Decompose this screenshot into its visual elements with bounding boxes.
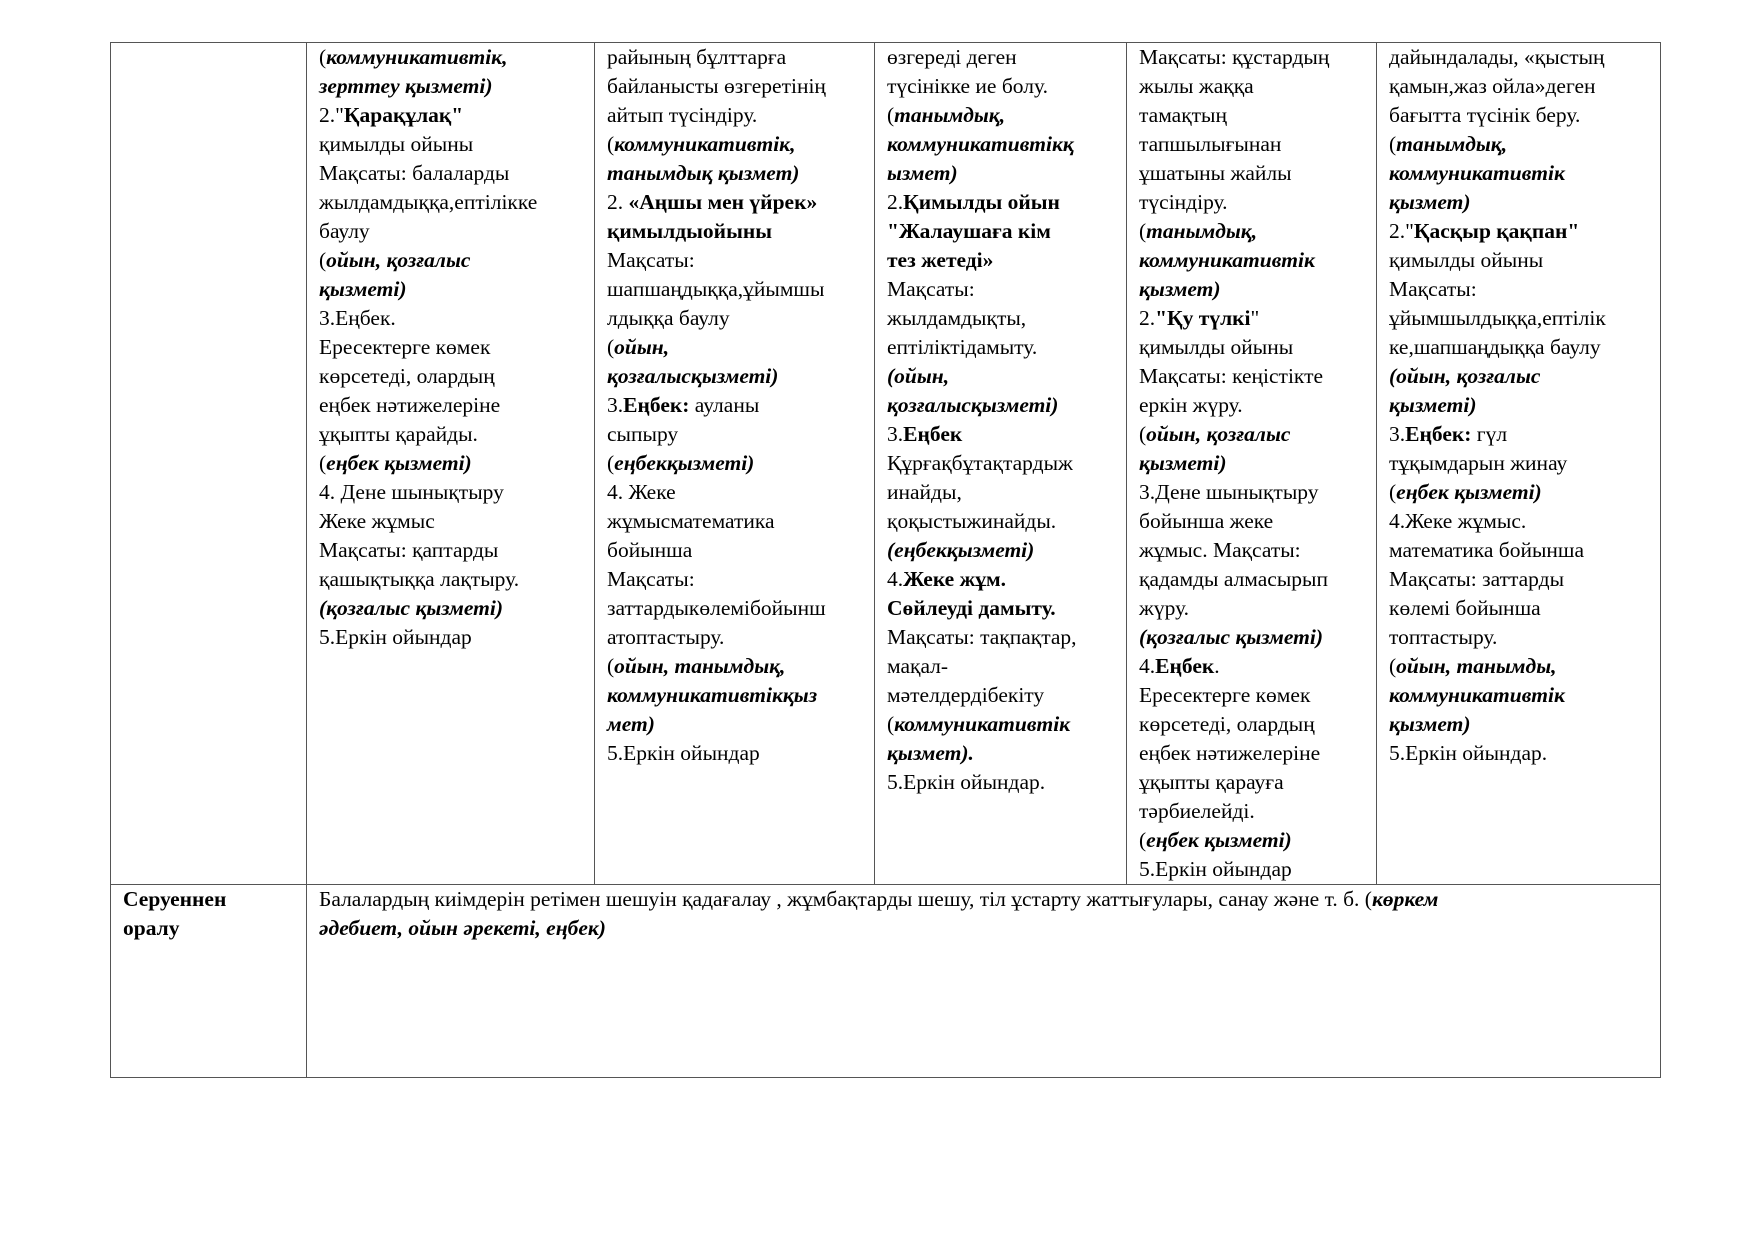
text-line: [1389, 652, 1654, 681]
text-line: [319, 362, 588, 391]
text-segment: (: [1389, 480, 1397, 504]
text-line: [1389, 507, 1654, 536]
text-line: [887, 449, 1120, 478]
text-line: [887, 739, 1120, 768]
day-column-4: [1127, 43, 1377, 885]
text-segment: көрсетеді, олардың: [1139, 712, 1315, 736]
text-segment: (еңбекқызметі): [887, 538, 1035, 562]
text-segment: түсінікке ие болу.: [887, 74, 1048, 98]
text-line: [607, 159, 868, 188]
text-line: [319, 304, 588, 333]
text-segment: еңбек қызметі): [1396, 480, 1542, 504]
text-segment: еңбек қызметі): [1146, 828, 1292, 852]
row-label-cell-empty: [111, 43, 307, 885]
text-segment: 4.: [887, 567, 904, 591]
text-segment: жұмыс. Мақсаты:: [1139, 538, 1301, 562]
daily-plan-table: [110, 42, 1661, 1078]
return-content-line: [319, 885, 1654, 914]
text-line: [887, 623, 1120, 652]
text-segment: қозғалысқызметі): [887, 393, 1059, 417]
text-line: [607, 391, 868, 420]
text-line: [319, 507, 588, 536]
text-segment: Еңбек: [903, 422, 963, 446]
text-line: [1139, 449, 1370, 478]
text-segment: көлемі бойынша: [1389, 596, 1541, 620]
text-segment: Мақсаты:: [1389, 277, 1477, 301]
text-line: [1139, 855, 1370, 884]
return-row-content: [307, 885, 1661, 1078]
text-segment: (: [607, 654, 615, 678]
text-line: [887, 478, 1120, 507]
text-line: [1139, 188, 1370, 217]
text-segment: (: [1139, 219, 1147, 243]
text-line: [1139, 246, 1370, 275]
text-segment: Мақсаты: құстардың: [1139, 45, 1330, 69]
text-segment: "Қу түлкі: [1155, 306, 1251, 330]
text-line: [1139, 623, 1370, 652]
text-segment: танымдық,: [1146, 219, 1258, 243]
text-line: [319, 391, 588, 420]
text-segment: 2.: [1139, 306, 1156, 330]
text-segment: Мақсаты:: [607, 567, 695, 591]
text-segment: қызмет).: [887, 741, 974, 765]
text-line: [1389, 217, 1654, 246]
text-segment: 4. Дене шынықтыру: [319, 480, 504, 504]
text-segment: 5.Еркін ойындар.: [887, 770, 1046, 794]
text-segment: гүл: [1471, 422, 1508, 446]
text-segment: қызметі): [1389, 393, 1477, 417]
text-line: [887, 594, 1120, 623]
text-line: [1389, 304, 1654, 333]
text-line: [887, 362, 1120, 391]
text-line: [319, 565, 588, 594]
text-segment: қамын,жаз ойла»деген: [1389, 74, 1596, 98]
return-content-line: [319, 914, 1654, 943]
text-line: [887, 768, 1120, 797]
text-segment: тез жетеді»: [887, 248, 994, 272]
text-line: [319, 333, 588, 362]
text-segment: математика бойынша: [1389, 538, 1585, 562]
text-segment: заттардыкөлемібойынш: [607, 596, 826, 620]
text-line: [607, 333, 868, 362]
text-line: [887, 72, 1120, 101]
text-line: [887, 507, 1120, 536]
text-line: [1139, 362, 1370, 391]
text-segment: ойын, танымды,: [1396, 654, 1557, 678]
text-line: [1139, 420, 1370, 449]
text-segment: 3.Дене шынықтыру: [1139, 480, 1319, 504]
text-segment: бойынша: [607, 538, 693, 562]
text-segment: (: [319, 248, 327, 272]
text-line: [1139, 768, 1370, 797]
text-line: [319, 43, 588, 72]
text-line: [887, 391, 1120, 420]
text-segment: (: [1389, 654, 1397, 678]
text-segment: (: [887, 712, 895, 736]
text-segment: 3.: [887, 422, 904, 446]
text-segment: жұмысматематика: [607, 509, 775, 533]
text-segment: Мақсаты: қаптарды: [319, 538, 499, 562]
text-line: [1139, 333, 1370, 362]
return-label-line-1: Серуеннен: [123, 887, 227, 911]
text-segment: мақал-: [887, 654, 949, 678]
text-line: [887, 304, 1120, 333]
text-segment: ұйымшылдыққа,ептілік: [1389, 306, 1606, 330]
text-line: [1139, 739, 1370, 768]
text-segment: Қимылды ойын: [903, 190, 1060, 214]
text-line: [1139, 43, 1370, 72]
text-segment: 2.: [887, 190, 904, 214]
text-segment: зерттеу қызметі): [319, 74, 493, 98]
text-line: [1139, 159, 1370, 188]
text-segment: мет): [607, 712, 655, 736]
text-line: [319, 130, 588, 159]
text-line: [1389, 275, 1654, 304]
text-segment: Еңбек:: [1405, 422, 1472, 446]
return-label-line-2: оралу: [123, 916, 180, 940]
text-segment: қызмет): [1389, 190, 1471, 214]
text-line: [319, 217, 588, 246]
text-line: [887, 652, 1120, 681]
text-line: [887, 333, 1120, 362]
text-line: [1389, 246, 1654, 275]
text-line: [319, 536, 588, 565]
text-segment: қоқыстыжинайды.: [887, 509, 1057, 533]
text-segment: еңбек нәтижелеріне: [1139, 741, 1321, 765]
text-segment: ауланы: [689, 393, 760, 417]
text-segment: "Жалаушаға кім: [887, 219, 1051, 243]
text-line: [319, 246, 588, 275]
text-segment: қадамды алмасырып: [1139, 567, 1328, 591]
text-line: [887, 536, 1120, 565]
text-segment: Мақсаты: заттарды: [1389, 567, 1565, 591]
text-segment: тамақтың: [1139, 103, 1227, 127]
text-line: [319, 623, 588, 652]
text-line: [607, 362, 868, 391]
text-line: [319, 275, 588, 304]
text-line: [887, 43, 1120, 72]
text-segment: (: [1139, 422, 1147, 446]
text-line: [1389, 449, 1654, 478]
text-line: [1139, 217, 1370, 246]
text-line: [1389, 362, 1654, 391]
text-line: [1139, 72, 1370, 101]
text-line: [1139, 681, 1370, 710]
text-line: [887, 101, 1120, 130]
text-segment: коммуникативтік: [1139, 248, 1315, 272]
text-segment: атоптастыру.: [607, 625, 725, 649]
text-segment: мәтелдердібекіту: [887, 683, 1045, 707]
text-line: [1139, 536, 1370, 565]
text-line: [887, 565, 1120, 594]
text-segment: Ересектерге көмек: [1139, 683, 1311, 707]
text-segment: баулу: [319, 219, 370, 243]
day-column-5: [1377, 43, 1661, 885]
text-segment: шапшаңдыққа,ұйымшы: [607, 277, 825, 301]
text-segment: 5.Еркін ойындар: [607, 741, 760, 765]
text-segment: 4.Жеке жұмыс.: [1389, 509, 1527, 533]
text-segment: қимылды ойыны: [1389, 248, 1544, 272]
text-segment: (: [887, 103, 895, 127]
text-line: [887, 217, 1120, 246]
text-segment: Мақсаты: балаларды: [319, 161, 510, 185]
text-segment: коммуникативтік: [1389, 161, 1565, 185]
text-segment: көрсетеді, олардың: [319, 364, 495, 388]
text-segment: 2.": [1389, 219, 1414, 243]
text-line: [1389, 739, 1654, 768]
text-segment: 3.Еңбек.: [319, 306, 396, 330]
text-line: [607, 130, 868, 159]
text-line: [1389, 333, 1654, 362]
text-line: [607, 652, 868, 681]
text-line: [1389, 623, 1654, 652]
return-from-walk-row: [111, 885, 1661, 1078]
text-segment: ұқыпты қарайды.: [319, 422, 478, 446]
text-segment: қызметі): [319, 277, 407, 301]
text-line: [887, 130, 1120, 159]
text-segment: жүру.: [1139, 596, 1190, 620]
text-line: [1139, 507, 1370, 536]
text-segment: (: [607, 335, 615, 359]
text-segment: (: [1139, 828, 1147, 852]
text-line: [1389, 101, 1654, 130]
text-segment: жылы жаққа: [1139, 74, 1254, 98]
text-line: [1389, 565, 1654, 594]
text-segment: жылдамдыққа,ептілікке: [319, 190, 538, 214]
text-segment: танымдық,: [1396, 132, 1508, 156]
text-segment: көркем: [1371, 887, 1439, 911]
text-segment: Жеке жұмыс: [319, 509, 435, 533]
text-line: [887, 159, 1120, 188]
text-segment: (ойын,: [887, 364, 950, 388]
text-segment: райының бұлттарға: [607, 45, 787, 69]
text-segment: Мақсаты:: [887, 277, 975, 301]
text-line: [607, 72, 868, 101]
text-line: [607, 478, 868, 507]
text-line: [607, 594, 868, 623]
text-line: [607, 449, 868, 478]
text-segment: 4. Жеке: [607, 480, 676, 504]
text-line: [607, 507, 868, 536]
text-segment: қимылды ойыны: [1139, 335, 1294, 359]
text-line: [607, 217, 868, 246]
text-line: [1139, 478, 1370, 507]
text-line: [607, 710, 868, 739]
text-line: [607, 275, 868, 304]
text-line: [1389, 72, 1654, 101]
text-line: [1139, 101, 1370, 130]
text-segment: ойын, танымдық,: [614, 654, 786, 678]
text-segment: Қасқыр қақпан": [1413, 219, 1580, 243]
text-segment: түсіндіру.: [1139, 190, 1228, 214]
text-segment: 2.": [319, 103, 344, 127]
text-segment: бағытта түсінік беру.: [1389, 103, 1581, 127]
text-line: [607, 43, 868, 72]
text-line: [1389, 594, 1654, 623]
text-segment: дайындалады, «қыстың: [1389, 45, 1605, 69]
text-segment: коммуникативтік: [894, 712, 1071, 736]
text-segment: коммуникативтікқ: [887, 132, 1074, 156]
text-line: [607, 101, 868, 130]
text-segment: жылдамдықты,: [887, 306, 1027, 330]
text-line: [1139, 797, 1370, 826]
text-line: [1389, 681, 1654, 710]
text-segment: қызметі): [1139, 451, 1227, 475]
text-segment: еңбек нәтижелеріне: [319, 393, 501, 417]
text-segment: Мақсаты:: [607, 248, 695, 272]
text-segment: 5.Еркін ойындар: [1139, 857, 1292, 881]
text-line: [887, 246, 1120, 275]
text-line: [319, 449, 588, 478]
text-segment: лдыққа баулу: [607, 306, 730, 330]
text-line: [887, 681, 1120, 710]
text-line: [887, 420, 1120, 449]
text-segment: ептіліктідамыту.: [887, 335, 1038, 359]
text-segment: Мақсаты: тақпақтар,: [887, 625, 1077, 649]
text-line: [1389, 43, 1654, 72]
text-segment: қимылдыойыны: [607, 219, 773, 243]
text-segment: (қозғалыс қызметі): [319, 596, 503, 620]
text-line: [1139, 275, 1370, 304]
text-line: [1139, 594, 1370, 623]
text-line: [319, 188, 588, 217]
text-segment: (: [1389, 132, 1397, 156]
text-segment: қызмет): [1389, 712, 1471, 736]
text-segment: ке,шапшаңдыққа баулу: [1389, 335, 1601, 359]
text-line: [1139, 652, 1370, 681]
text-segment: тапшылығынан: [1139, 132, 1282, 156]
text-segment: ұшатыны жайлы: [1139, 161, 1292, 185]
text-segment: инайды,: [887, 480, 962, 504]
text-line: [1389, 710, 1654, 739]
text-line: [319, 420, 588, 449]
text-segment: коммуникативтік: [1389, 683, 1565, 707]
text-segment: Сөйлеуді дамыту.: [887, 596, 1056, 620]
text-segment: 5.Еркін ойындар: [319, 625, 472, 649]
text-segment: ойын,: [614, 335, 670, 359]
text-line: [1389, 188, 1654, 217]
text-segment: еркін жүру.: [1139, 393, 1243, 417]
text-segment: Мақсаты: кеңістікте: [1139, 364, 1324, 388]
text-segment: ойын, қозғалыс: [326, 248, 471, 272]
text-line: [1139, 826, 1370, 855]
text-line: [1389, 391, 1654, 420]
text-segment: Еңбек:: [623, 393, 690, 417]
text-segment: қозғалысқызметі): [607, 364, 779, 388]
text-segment: тұқымдарын жинау: [1389, 451, 1568, 475]
text-segment: Қарақұлақ": [343, 103, 464, 127]
text-segment: қимылды ойыны: [319, 132, 474, 156]
text-segment: Еңбек: [1155, 654, 1215, 678]
day-column-1: [307, 43, 595, 885]
text-segment: 2.: [607, 190, 629, 214]
text-line: [607, 536, 868, 565]
text-line: [319, 72, 588, 101]
text-segment: 5.Еркін ойындар.: [1389, 741, 1548, 765]
text-segment: коммуникативтікқыз: [607, 683, 818, 707]
text-segment: еңбекқызметі): [614, 451, 755, 475]
text-segment: 3.: [607, 393, 624, 417]
walk-activities-row: [111, 43, 1661, 885]
text-segment: Ересектерге көмек: [319, 335, 491, 359]
text-segment: (: [607, 132, 615, 156]
text-line: [1389, 478, 1654, 507]
text-segment: байланысты өзгеретінің: [607, 74, 826, 98]
text-segment: Құрғақбұтақтардыж: [887, 451, 1073, 475]
text-segment: еңбек қызметі): [326, 451, 472, 475]
text-segment: (қозғалыс қызметі): [1139, 625, 1323, 649]
text-segment: қызмет): [1139, 277, 1221, 301]
text-segment: .: [1214, 654, 1220, 678]
text-segment: ызмет): [887, 161, 958, 185]
text-line: [1139, 565, 1370, 594]
text-segment: (ойын, қозғалыс: [1389, 364, 1541, 388]
text-segment: айтып түсіндіру.: [607, 103, 758, 127]
text-line: [1139, 130, 1370, 159]
text-line: [607, 246, 868, 275]
text-line: [319, 478, 588, 507]
text-line: [887, 188, 1120, 217]
text-line: [1389, 420, 1654, 449]
text-segment: әдебиет, ойын әрекеті, еңбек): [319, 916, 606, 940]
text-line: [607, 188, 868, 217]
text-segment: танымдық,: [894, 103, 1006, 127]
text-segment: 3.: [1389, 422, 1406, 446]
text-line: [607, 420, 868, 449]
text-segment: коммуникативтік,: [326, 45, 508, 69]
text-line: [1389, 536, 1654, 565]
text-segment: өзгереді деген: [887, 45, 1017, 69]
text-line: [607, 304, 868, 333]
text-line: [319, 101, 588, 130]
text-segment: «Аңшы мен үйрек»: [628, 190, 818, 214]
text-line: [1389, 130, 1654, 159]
text-segment: қашықтыққа лақтыру.: [319, 567, 520, 591]
text-segment: Жеке жұм.: [903, 567, 1006, 591]
day-column-2: [595, 43, 875, 885]
text-line: [607, 623, 868, 652]
text-segment: (: [607, 451, 615, 475]
text-line: [319, 159, 588, 188]
day-column-3: [875, 43, 1127, 885]
text-line: [319, 594, 588, 623]
text-line: [887, 710, 1120, 739]
text-line: [1139, 304, 1370, 333]
text-segment: коммуникативтік,: [614, 132, 796, 156]
text-line: [1139, 391, 1370, 420]
return-row-label: [111, 885, 307, 1078]
text-segment: (: [319, 45, 327, 69]
text-segment: топтастыру.: [1389, 625, 1498, 649]
text-segment: ": [1250, 306, 1260, 330]
text-segment: тәрбиелейді.: [1139, 799, 1255, 823]
text-segment: танымдық қызмет): [607, 161, 800, 185]
text-line: [1139, 710, 1370, 739]
text-line: [1389, 159, 1654, 188]
text-segment: ұқыпты қарауға: [1139, 770, 1284, 794]
text-segment: бойынша жеке: [1139, 509, 1274, 533]
text-line: [607, 681, 868, 710]
text-line: [607, 739, 868, 768]
text-line: [607, 565, 868, 594]
text-segment: (: [319, 451, 327, 475]
text-segment: сыпыру: [607, 422, 679, 446]
text-segment: 4.: [1139, 654, 1156, 678]
text-segment: ойын, қозғалыс: [1146, 422, 1291, 446]
text-line: [887, 275, 1120, 304]
text-segment: Балалардың киімдерін ретімен шешуін қадағалау , жұмбақтарды шешу, тіл ұстарту жаттығулары, санау және т. б. (: [319, 887, 1372, 911]
